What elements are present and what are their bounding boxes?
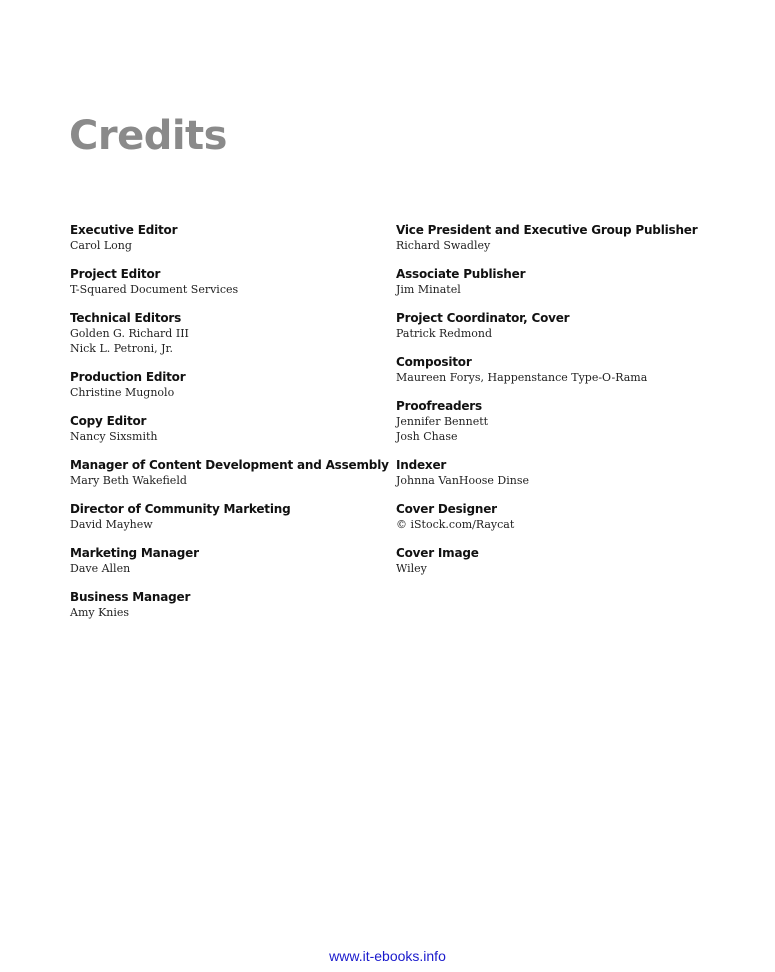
credit-name: Richard Swadley	[396, 239, 491, 252]
credit-entry	[396, 458, 766, 488]
credit-role: Indexer	[396, 458, 447, 472]
credit-name: Jim Minatel	[396, 283, 461, 296]
credit-entry	[396, 546, 766, 576]
credit-name: Dave Allen	[70, 562, 131, 575]
credit-role: Copy Editor	[70, 414, 147, 428]
credit-entry	[70, 311, 380, 356]
credit-entry	[70, 414, 380, 444]
credit-role: Project Coordinator, Cover	[396, 311, 570, 325]
credit-entry	[396, 223, 766, 253]
credit-name: Nick L. Petroni, Jr.	[70, 342, 174, 355]
credit-name: © iStock.com/Raycat	[396, 518, 515, 531]
credit-name: Amy Knies	[70, 606, 130, 619]
credit-name: Maureen Forys, Happenstance Type-O-Rama	[396, 371, 648, 384]
credit-entry	[396, 355, 766, 385]
credit-entry	[396, 267, 766, 297]
credit-role: Director of Community Marketing	[70, 502, 291, 516]
credit-entry	[70, 223, 380, 253]
credit-name: Johnna VanHoose Dinse	[396, 474, 529, 487]
credit-role: Executive Editor	[70, 223, 178, 237]
credit-entry	[396, 502, 766, 532]
credit-name: Wiley	[396, 562, 427, 575]
credit-entry	[70, 370, 380, 400]
credit-name: Golden G. Richard III	[70, 327, 189, 340]
credit-role: Marketing Manager	[70, 546, 199, 560]
credit-name: Josh Chase	[396, 430, 458, 443]
credit-name: David Mayhew	[70, 518, 153, 531]
credit-role: Manager of Content Development and Assembly	[70, 458, 389, 472]
credit-role: Associate Publisher	[396, 267, 526, 281]
credit-name: T-Squared Document Services	[70, 283, 239, 296]
credit-name: Christine Mugnolo	[70, 386, 175, 399]
credit-role: Production Editor	[70, 370, 186, 384]
credits-right-column	[396, 223, 766, 590]
credit-entry	[70, 458, 389, 488]
credit-role: Project Editor	[70, 267, 161, 281]
credit-role: Cover Image	[396, 546, 479, 560]
credit-name: Jennifer Bennett	[396, 415, 489, 428]
credit-role: Business Manager	[70, 590, 191, 604]
credit-entry	[70, 267, 380, 297]
credit-entry	[396, 311, 766, 341]
credit-role: Proofreaders	[396, 399, 482, 413]
credit-role: Cover Designer	[396, 502, 497, 516]
page-title: Credits	[69, 113, 227, 159]
credit-entry	[70, 546, 380, 576]
footer-website-link[interactable]: www.it-ebooks.info	[329, 948, 446, 964]
credit-entry	[396, 399, 766, 444]
credit-role: Compositor	[396, 355, 472, 369]
credit-name: Carol Long	[70, 239, 132, 252]
credit-role: Technical Editors	[70, 311, 182, 325]
credit-entry	[70, 502, 380, 532]
credit-entry	[70, 590, 380, 620]
credit-name: Patrick Redmond	[396, 327, 492, 340]
credit-role: Vice President and Executive Group Publisher	[396, 223, 698, 237]
credit-name: Mary Beth Wakefield	[70, 474, 187, 487]
credit-name: Nancy Sixsmith	[70, 430, 158, 443]
credits-left-column	[70, 223, 389, 634]
